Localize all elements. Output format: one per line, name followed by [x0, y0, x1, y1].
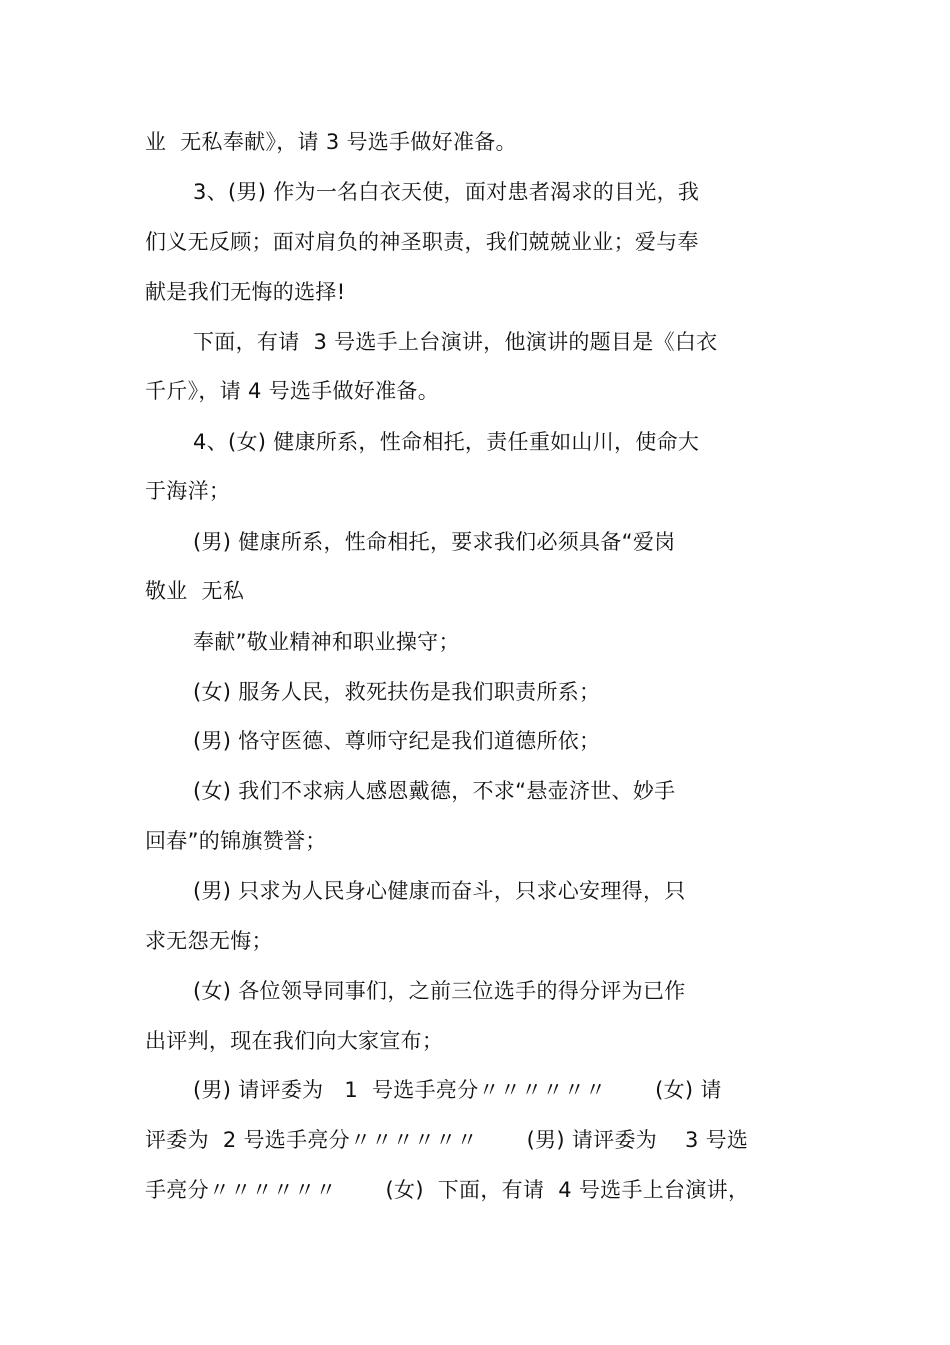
text-line-5: 下面，有请 3 号选手上台演讲，他演讲的题目是《白衣	[193, 330, 718, 354]
text-line-7: 4、(女) 健康所系，性命相托，责任重如山川，使命大	[193, 430, 700, 454]
text-line-9: (男) 健康所系，性命相托，要求我们必须具备“爱岗	[193, 530, 676, 554]
text-line-6: 千斤》，请 4 号选手做好准备。	[145, 379, 440, 403]
text-line-10: 敬业 无私	[145, 579, 245, 603]
text-line-21: 评委为 2 号选手亮分〃〃〃〃〃〃 (男) 请评委为 3 号选	[145, 1128, 749, 1152]
text-line-4: 献是我们无悔的选择!	[145, 280, 346, 304]
text-line-16: (男) 只求为人民身心健康而奋斗，只求心安理得，只	[193, 879, 686, 903]
text-line-20: (男) 请评委为 1 号选手亮分〃〃〃〃〃〃 (女) 请	[193, 1078, 722, 1102]
text-line-19: 出评判，现在我们向大家宣布；	[145, 1029, 444, 1053]
text-line-3: 们义无反顾；面对肩负的神圣职责，我们兢兢业业；爱与奉	[145, 230, 699, 254]
text-line-17: 求无怨无悔；	[145, 929, 273, 953]
text-line-13: (男) 恪守医德、尊师守纪是我们道德所依；	[193, 729, 601, 753]
text-line-12: (女) 服务人民，救死扶伤是我们职责所系；	[193, 680, 601, 704]
text-line-8: 于海洋；	[145, 479, 231, 503]
text-line-2: 3、(男) 作为一名白衣天使，面对患者渴求的目光，我	[193, 180, 700, 204]
text-line-1: 业 无私奉献》，请 3 号选手做好准备。	[145, 130, 517, 154]
text-line-18: (女) 各位领导同事们，之前三位选手的得分评为已作	[193, 979, 686, 1003]
text-line-15: 回春”的锦旗赞誉；	[145, 829, 327, 853]
text-line-22: 手亮分〃〃〃〃〃〃 (女) 下面，有请 4 号选手上台演讲，	[145, 1178, 750, 1202]
text-line-11: 奉献”敬业精神和职业操守；	[193, 630, 460, 654]
text-line-14: (女) 我们不求病人感恩戴德，不求“悬壶济世、妙手	[193, 779, 676, 803]
